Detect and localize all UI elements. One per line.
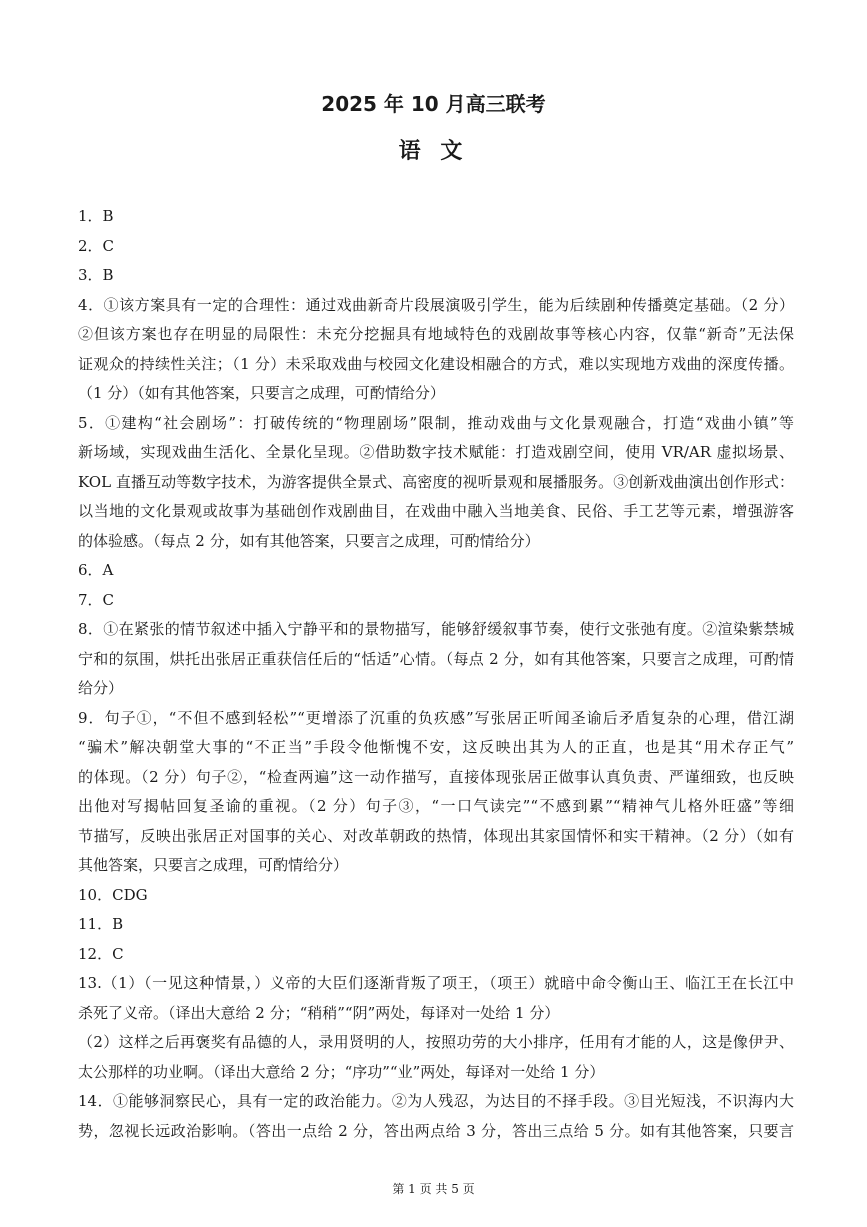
answer-line: 10．CDG xyxy=(78,885,148,904)
page-number: 第 1 页 共 5 页 xyxy=(392,1182,475,1196)
answer-line: （2）这样之后再褒奖有品德的人，录用贤明的人，按照功劳的大小排序，任用有才能的人，这是像伊尹、 xyxy=(78,1033,794,1051)
answer-line: 宁和的氛围，烘托出张居正重获信任后的“恬适”心情。（每点 2 分，如有其他答案，只要言之成理，可酌情 xyxy=(78,649,794,668)
answer-line: 势，忽视长远政治影响。（答出一点给 2 分，答出两点给 3 分，答出三点给 5 分。如有其他答案，只要言 xyxy=(78,1121,794,1140)
answer-line: ②但该方案也存在明显的局限性：未充分挖掘具有地域特色的戏剧故事等核心内容，仅靠“新奇”无法保 xyxy=(78,325,794,343)
answer-list xyxy=(78,202,794,1146)
answer-line: 12．C xyxy=(78,944,124,963)
answer-line: 其他答案，只要言之成理，可酌情给分） xyxy=(78,856,349,874)
answer-line: 以当地的文化景观或故事为基础创作戏剧曲目，在戏曲中融入当地美食、民俗、手工艺等元素，增强游客 xyxy=(78,502,794,520)
answer-line: 4．①该方案具有一定的合理性：通过戏曲新奇片段展演吸引学生，能为后续剧种传播奠定基础。（2 分） xyxy=(78,295,794,314)
answer-line: 新场域，实现戏曲生活化、全景化呈现。②借助数字技术赋能：打造戏剧空间，使用 VR/AR 虚拟场景、 xyxy=(78,443,794,461)
answer-line: 7．C xyxy=(78,590,115,609)
answer-line: 杀死了义帝。（译出大意给 2 分；“稍稍”“阴”两处，每译对一处给 1 分） xyxy=(78,1003,560,1022)
answer-line: 给分） xyxy=(78,679,124,697)
answer-line: 13.（1）（一见这种情景，）义帝的大臣们逐渐背叛了项王，（项王）就暗中命令衡山王、临江王在长江中 xyxy=(78,974,794,992)
answer-line: 证观众的持续性关注；（1 分）未采取戏曲与校园文化建设相融合的方式，难以实现地方戏曲的深度传播。 xyxy=(78,354,794,373)
answer-line: 14．①能够洞察民心，具有一定的政治能力。②为人残忍，为达目的不择手段。③目光短浅，不识海内大 xyxy=(78,1092,794,1110)
answer-line: 出他对写揭帖回复圣谕的重视。（2 分）句子③，“一口气读完”“不感到累”“精神气儿格外旺盛”等细 xyxy=(78,797,794,815)
page-title: 2025 年 10 月高三联考 xyxy=(321,92,546,116)
answer-line: 3．B xyxy=(78,266,114,284)
answer-line: “骗术”解决朝堂大事的“不正当”手段令他惭愧不安，这反映出其为人的正直，也是其“用术存正气” xyxy=(78,738,794,756)
answer-line: 6．A xyxy=(78,561,114,579)
answer-line: 的体验感。（每点 2 分，如有其他答案，只要言之成理，可酌情给分） xyxy=(78,531,540,550)
subject-heading: 语 文 xyxy=(398,139,469,164)
answer-line: 9．句子①，“不但不感到轻松”“更增添了沉重的负疚感”写张居正听闻圣谕后矛盾复杂的心理，借江湖 xyxy=(78,708,794,727)
answer-line: 节描写，反映出张居正对国事的关心、对改革朝政的热情，体现出其家国情怀和实干精神。（2 分）（如有 xyxy=(78,826,794,845)
answer-line: 太公那样的功业啊。（译出大意给 2 分；“序功”“业”两处，每译对一处给 1 分） xyxy=(78,1062,605,1081)
answer-line: （1 分）（如有其他答案，只要言之成理，可酌情给分） xyxy=(78,384,445,402)
answer-line: 5．①建构“社会剧场”：打破传统的“物理剧场”限制，推动戏曲与文化景观融合，打造“戏曲小镇”等 xyxy=(78,413,794,432)
answer-line: 的体现。（2 分）句子②，“检查两遍”这一动作描写，直接体现张居正做事认真负责、严谨细致，也反映 xyxy=(78,767,794,786)
answer-line: 2．C xyxy=(78,236,115,255)
answer-line: 8．①在紧张的情节叙述中插入宁静平和的景物描写，能够舒缓叙事节奏，使行文张弛有度。②渲染紫禁城 xyxy=(78,620,794,638)
answer-line: KOL 直播互动等数字技术，为游客提供全景式、高密度的视听景观和展播服务。③创新戏曲演出创作形式： xyxy=(78,472,794,491)
answer-line: 1．B xyxy=(78,207,114,225)
answer-line: 11．B xyxy=(78,915,124,933)
